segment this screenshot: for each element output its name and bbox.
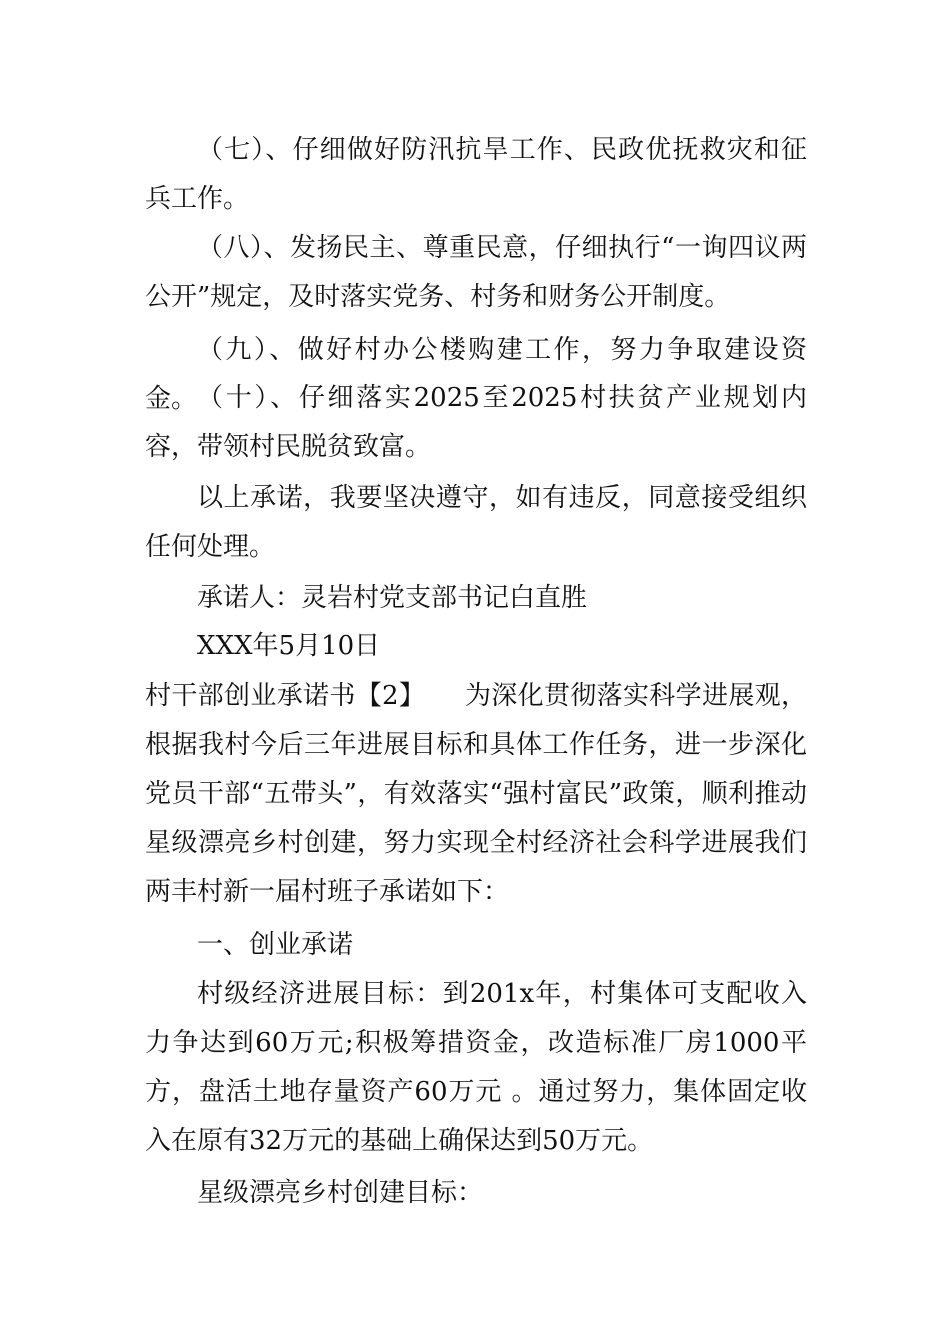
paragraph-pledge-statement: 以上承诺，我要坚决遵守，如有违反，同意接受组织任何处理。 — [145, 483, 807, 562]
paragraph-section-2-intro: 村干部创业承诺书【2】 为深化贯彻落实科学进展观，根据我村今后三年进展目标和具体工作任务，进一步深化党员干部“五带头”，有效落实“强村富民”政策，顺利推动星级漂亮乡村创建，努力实现全村经济社会科学进展我们两丰村新一届村班子承诺如下： — [145, 681, 807, 907]
paragraph-heading-entrepreneurship: 一、创业承诺 — [197, 930, 354, 960]
paragraph-item-9: （九）、做好村办公楼购建工作，努力争取建设资金。 — [145, 335, 807, 414]
paragraph-item-10: （十）、仔细落实2025至2025村扶贫产业规划内容，带领村民脱贫致富。 — [145, 383, 807, 462]
paragraph-signatory: 承诺人：灵岩村党支部书记白直胜 — [197, 583, 588, 613]
paragraph-star-village-goal: 星级漂亮乡村创建目标： — [197, 1178, 484, 1208]
paragraph-item-8: （八）、发扬民主、尊重民意，仔细执行“一询四议两公开”规定，及时落实党务、村务和财务公开制度。 — [145, 233, 807, 312]
paragraph-item-7: （七）、仔细做好防汛抗旱工作、民政优抚救灾和征兵工作。 — [145, 135, 807, 214]
paragraph-date: XXX年5月10日 — [197, 631, 381, 661]
paragraph-economic-goal: 村级经济进展目标：到201x年，村集体可支配收入力争达到60万元;积极筹措资金，改造标准厂房1000平方，盘活土地存量资产60万元 。通过努力，集体固定收入在原有32万元的基础上确保达到50万元。 — [145, 979, 807, 1156]
